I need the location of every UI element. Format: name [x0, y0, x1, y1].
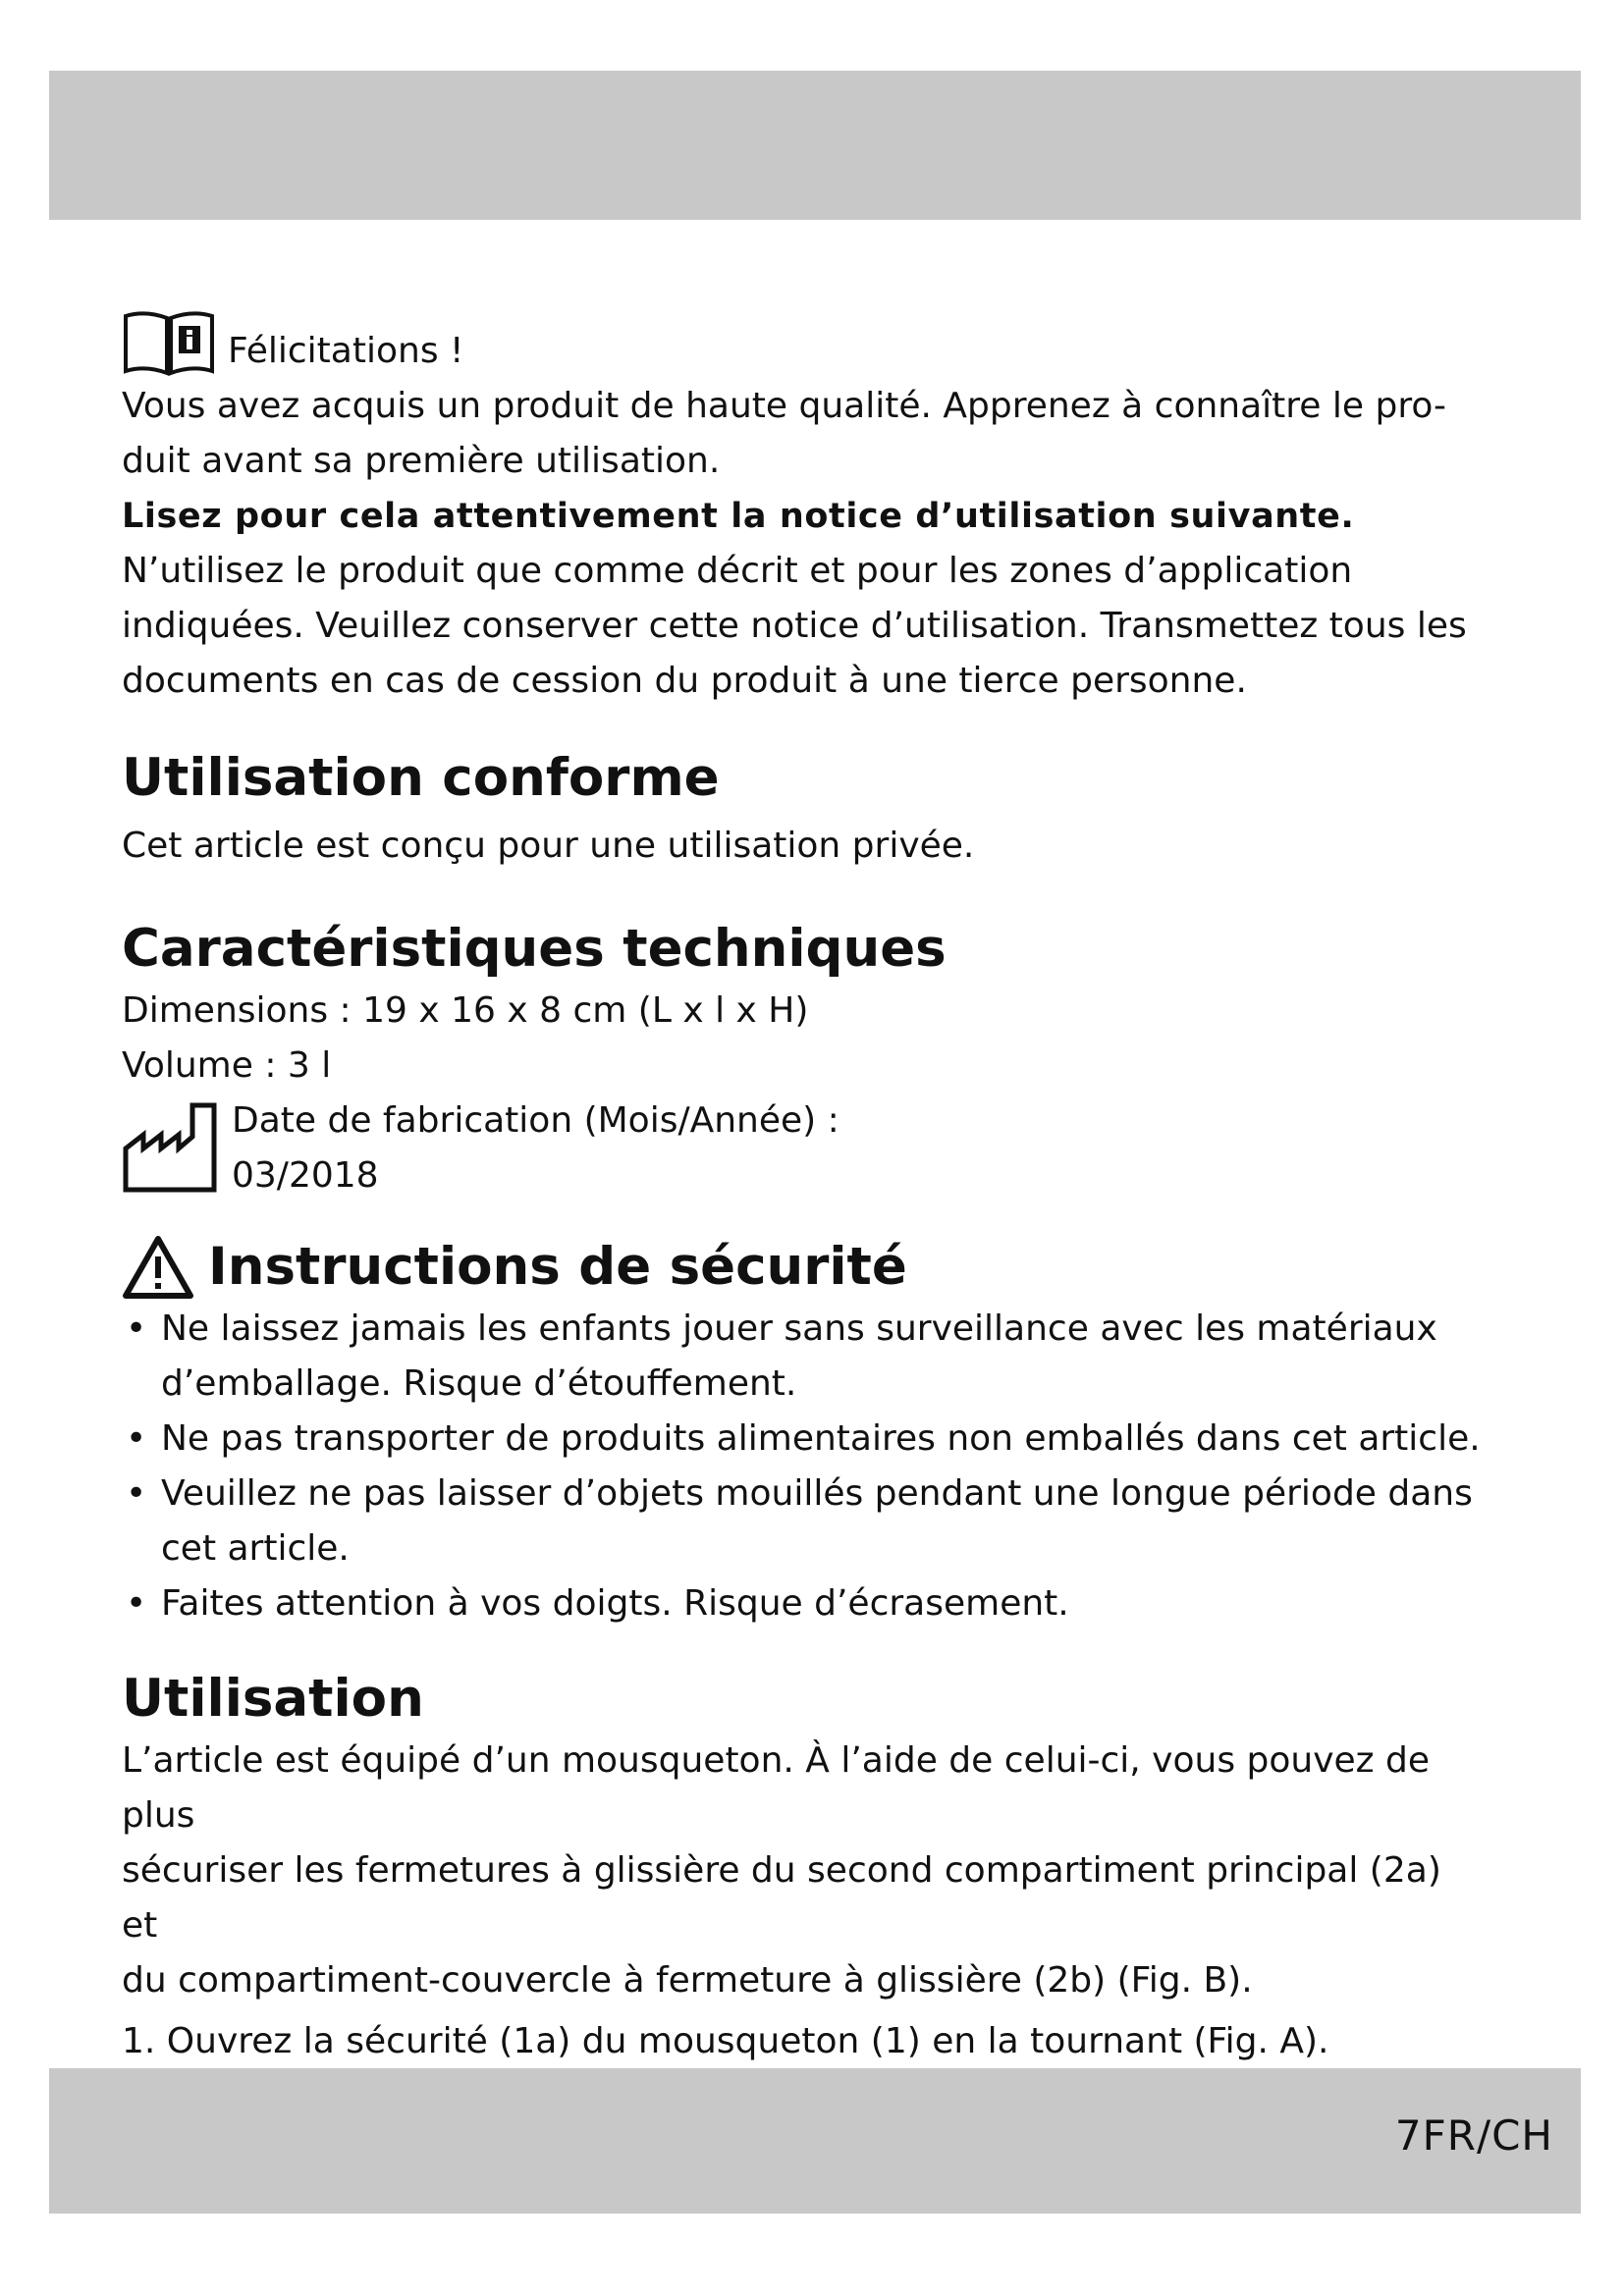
list-item [122, 1576, 1487, 1631]
use-heading: Utilisation conforme [122, 748, 720, 808]
usage-line-2: sécuriser les fermetures à glissière du second compartiment principal (2a) et [122, 1850, 1441, 1946]
warning-triangle-icon [122, 1235, 194, 1300]
intro-line-2: duit avant sa première utilisation. [122, 441, 721, 481]
safety-header [122, 1233, 1487, 1302]
page-number: 7FR/CH [1394, 2111, 1553, 2160]
safety-list [122, 1302, 1487, 1631]
page-content [122, 285, 1487, 2130]
safety-item-3-line-1: Veuillez ne pas laisser d’objets mouillés pendant une longue période dans [161, 1473, 1473, 1514]
safety-item-1-line-1: Ne laissez jamais les enfants jouer sans surveillance avec les matériaux [161, 1308, 1437, 1349]
specs-heading: Caractéristiques techniques [122, 919, 947, 979]
list-item [122, 1412, 1487, 1467]
intro-line-4: indiquées. Veuillez conserver cette notice d’utilisation. Transmettez tous les [122, 606, 1467, 646]
use-text: Cet article est conçu pour une utilisation privée. [122, 826, 975, 866]
safety-item-4-line-1: Faites attention à vos doigts. Risque d’écrasement. [161, 1583, 1069, 1624]
greeting: Félicitations ! [228, 331, 464, 371]
intro-header [122, 285, 1487, 379]
usage-step-1: 1. Ouvrez la sécurité (1a) du mousqueton (1) en la tournant (Fig. A). [122, 2021, 1329, 2061]
manufacture-date [122, 1094, 1487, 1203]
safety-heading: Instructions de sécurité [208, 1237, 907, 1297]
footer-band [49, 2068, 1581, 2214]
usage-line-3: du compartiment-couvercle à fermeture à glissière (2b) (Fig. B). [122, 1960, 1253, 2001]
intro-line-1: Vous avez acquis un produit de haute qualité. Apprenez à connaître le pro- [122, 386, 1447, 426]
header-band [49, 71, 1581, 220]
intro-line-3: N’utilisez le produit que comme décrit et pour les zones d’application [122, 551, 1353, 591]
manufacture-date-icon [122, 1101, 218, 1196]
safety-item-1-line-2: d’emballage. Risque d’étouffement. [161, 1363, 797, 1404]
mfg-label: Date de fabrication (Mois/Année) : [232, 1100, 839, 1141]
info-book-icon [122, 308, 216, 379]
usage-line-1: L’article est équipé d’un mousqueton. À l’aide de celui-ci, vous pouvez de plus [122, 1740, 1431, 1836]
specs-dimensions: Dimensions : 19 x 16 x 8 cm (L x l x H) [122, 990, 809, 1031]
list-item [122, 1302, 1487, 1412]
intro-bold-line: Lisez pour cela attentivement la notice d’utilisation suivante. [122, 497, 1355, 536]
list-item [122, 1467, 1487, 1576]
usage-heading: Utilisation [122, 1669, 424, 1729]
mfg-value: 03/2018 [232, 1155, 379, 1196]
safety-item-2-line-1: Ne pas transporter de produits alimentaires non emballés dans cet article. [161, 1418, 1481, 1459]
specs-volume: Volume : 3 l [122, 1045, 332, 1086]
safety-item-3-line-2: cet article. [161, 1528, 350, 1569]
intro-line-5: documents en cas de cession du produit à une tierce personne. [122, 661, 1247, 701]
